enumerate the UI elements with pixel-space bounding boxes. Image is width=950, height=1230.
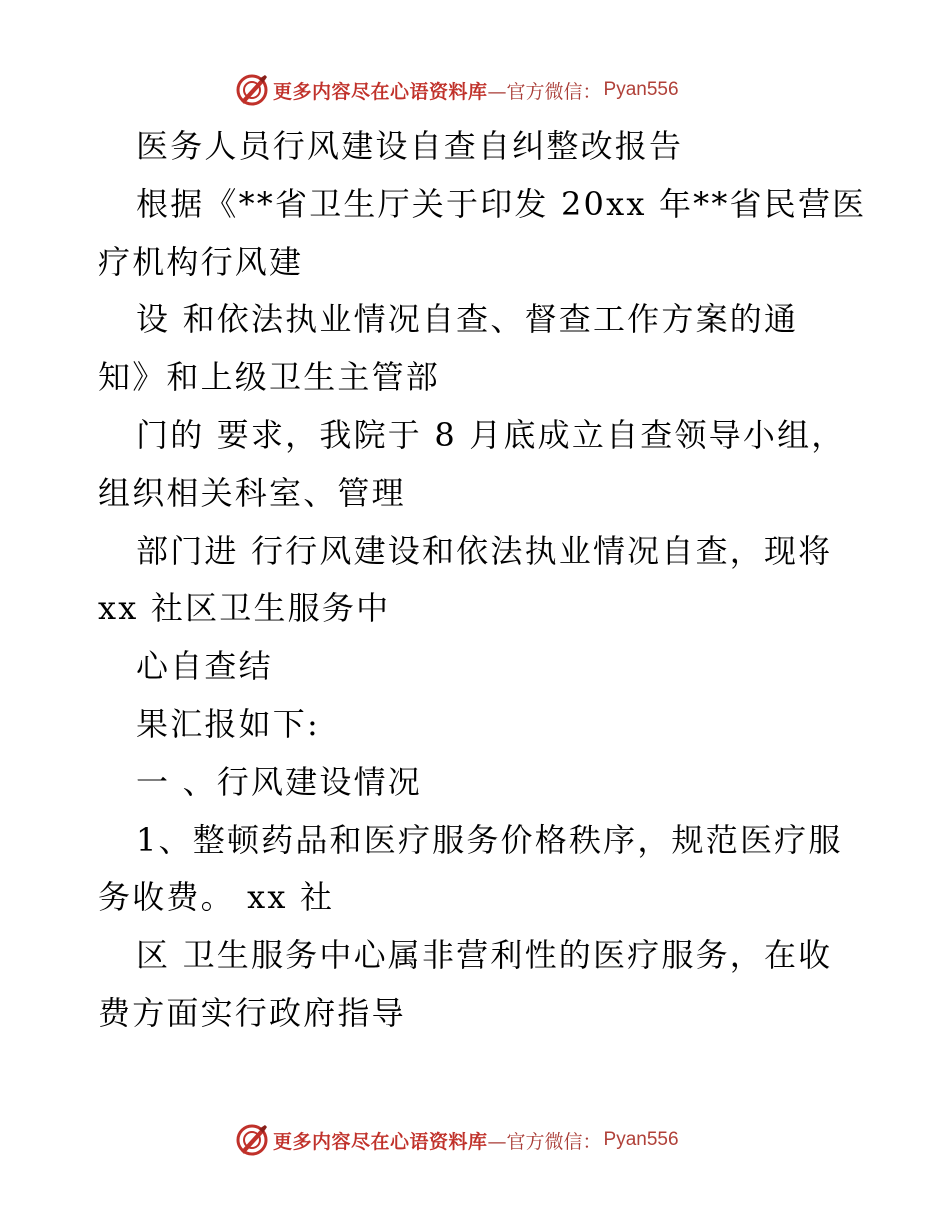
section-heading: 一 、行风建设情况 bbox=[136, 762, 422, 801]
footer-banner bbox=[235, 1122, 679, 1158]
text-line: 门的 要求，我院于 8 月底成立自查领导小组， bbox=[136, 415, 846, 454]
text-line: 根据《**省卫生厅关于印发 20xx 年**省民营医 bbox=[136, 184, 867, 223]
banner-text: 更多内容尽在心语资料库 bbox=[273, 1130, 488, 1153]
document-body bbox=[98, 118, 867, 1043]
text-line: 务收费。 xx 社 bbox=[98, 878, 335, 917]
text-line: 1、整顿药品和医疗服务价格秩序，规范医疗服 bbox=[136, 820, 843, 859]
banner-account: Pyan556 bbox=[603, 1129, 679, 1150]
document-title: 医务人员行风建设自查自纠整改报告 bbox=[136, 127, 684, 165]
pen-logo-icon bbox=[235, 73, 269, 107]
banner-account: Pyan556 bbox=[603, 79, 679, 100]
text-line: 组织相关科室、管理 bbox=[98, 473, 406, 512]
pen-logo-icon bbox=[235, 1123, 269, 1157]
text-line: 设 和依法执业情况自查、督查工作方案的通 bbox=[136, 300, 799, 339]
text-line: 区 卫生服务中心属非营利性的医疗服务，在收 bbox=[136, 936, 833, 975]
text-line: 知》和上级卫生主管部 bbox=[98, 358, 441, 397]
text-line: 疗机构行风建 bbox=[98, 242, 304, 281]
banner-suffix: —官方微信： bbox=[487, 1130, 602, 1153]
text-line: 果汇报如下: bbox=[136, 704, 320, 743]
text-line: 费方面实行政府指导 bbox=[98, 993, 406, 1032]
banner-text: 更多内容尽在心语资料库 bbox=[273, 80, 488, 103]
text-line: 部门进 行行风建设和依法执业情况自查，现将 bbox=[136, 531, 833, 570]
text-line: xx 社区卫生服务中 bbox=[98, 589, 391, 628]
banner-suffix: —官方微信： bbox=[487, 80, 602, 103]
header-banner bbox=[235, 72, 679, 108]
text-line: 心自查结 bbox=[136, 647, 273, 686]
